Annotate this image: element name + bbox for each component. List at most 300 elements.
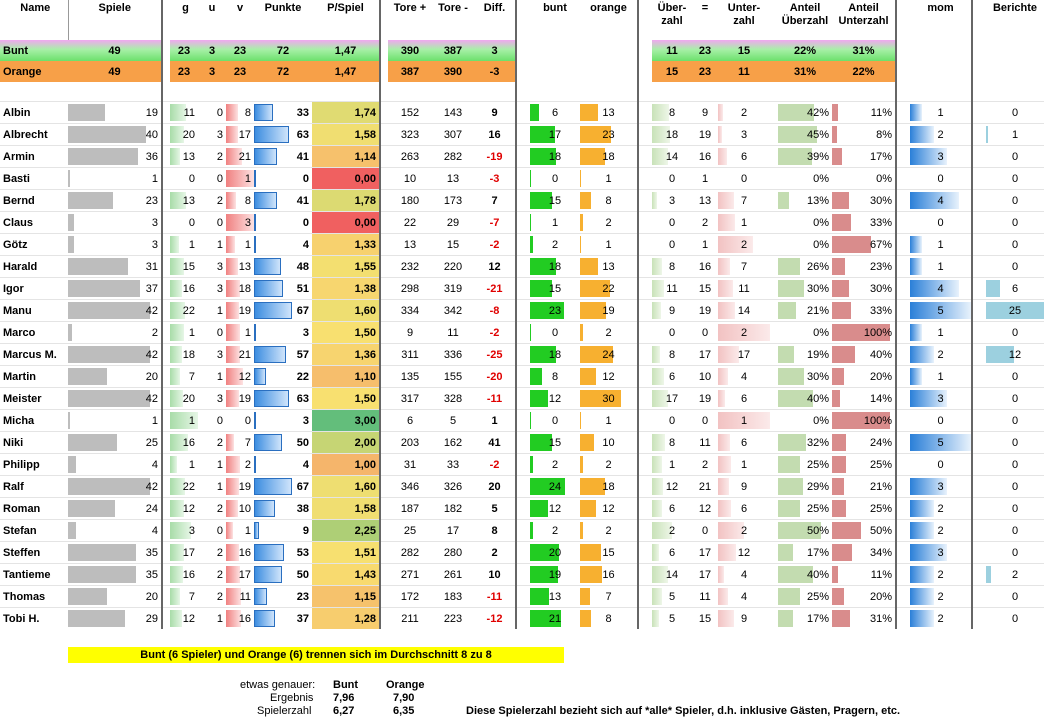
player-spiele: 35 xyxy=(68,564,162,586)
player-name: Albrecht xyxy=(3,128,48,141)
player-toreminus: 319 xyxy=(443,282,463,295)
player-v: 19 xyxy=(226,476,254,498)
player-unterzahl: 2 xyxy=(718,322,770,344)
player-mom: 4 xyxy=(910,190,972,212)
player-unterzahl-bar xyxy=(718,434,730,451)
player-berichte: 0 xyxy=(1011,524,1019,537)
player-anteil-ueberzahl-bar xyxy=(778,368,804,385)
player-ueberzahl: 14 xyxy=(652,564,692,586)
player-orange: 16 xyxy=(580,564,638,586)
player-anteil-unterzahl: 30% xyxy=(832,278,896,300)
player-row xyxy=(0,256,1044,278)
player-anteil-ueberzahl: 25% xyxy=(778,586,832,608)
summary-banner: Bunt (6 Spieler) und Orange (6) trennen sich im Durchschnitt 8 zu 8 xyxy=(68,647,564,663)
player-anteil-ueberzahl-bar xyxy=(778,456,800,473)
team-toreminus: 390 xyxy=(432,61,474,82)
player-anteil-ueberzahl-bar xyxy=(778,588,800,605)
player-g: 7 xyxy=(170,366,198,388)
team-eq: 23 xyxy=(692,61,718,82)
player-eq: 1 xyxy=(701,238,709,251)
player-anteil-ueberzahl-bar xyxy=(778,346,794,363)
player-toreminus: 29 xyxy=(446,216,460,229)
player-pspiel: 1,60 xyxy=(312,476,380,498)
player-ueberzahl-bar xyxy=(652,434,665,451)
player-unterzahl: 2 xyxy=(718,234,770,256)
player-v: 8 xyxy=(226,190,254,212)
player-ueberzahl-bar xyxy=(652,500,662,517)
player-unterzahl-bar xyxy=(718,544,736,561)
player-berichte: 0 xyxy=(1011,480,1019,493)
player-pspiel: 1,60 xyxy=(312,300,380,322)
player-punkte-bar xyxy=(254,478,292,495)
player-row xyxy=(0,432,1044,454)
player-pspiel: 1,00 xyxy=(312,454,380,476)
player-pspiel: 1,51 xyxy=(312,542,380,564)
player-g: 18 xyxy=(170,344,198,366)
player-g: 0 xyxy=(188,172,195,185)
player-berichte: 0 xyxy=(1011,436,1019,449)
player-punkte-bar xyxy=(254,126,289,143)
player-anteil-ueberzahl-bar xyxy=(778,434,806,451)
player-bunt: 18 xyxy=(530,256,580,278)
player-spiele-bar xyxy=(68,522,76,539)
player-spiele: 40 xyxy=(68,124,162,146)
player-bunt: 17 xyxy=(530,124,580,146)
player-orange: 2 xyxy=(580,520,638,542)
player-eq: 11 xyxy=(699,436,711,449)
team-pspiel: 1,47 xyxy=(312,61,380,82)
player-v: 17 xyxy=(226,564,254,586)
player-g-bar xyxy=(170,258,184,275)
player-orange: 8 xyxy=(580,190,638,212)
player-anteil-unterzahl-bar xyxy=(832,236,871,253)
footer-ergebnis-orange: 7,90 xyxy=(393,692,415,704)
player-v: 16 xyxy=(226,542,254,564)
player-v: 12 xyxy=(226,366,254,388)
player-punkte-bar xyxy=(254,280,283,297)
player-punkte: 4 xyxy=(254,454,312,476)
team-unterzahl: 11 xyxy=(718,61,770,82)
team-unterzahl: 15 xyxy=(718,40,770,61)
player-toreminus: 182 xyxy=(443,502,463,515)
player-diff: -20 xyxy=(486,370,503,383)
player-toreplus: 346 xyxy=(400,480,420,493)
player-toreplus: 211 xyxy=(401,612,419,625)
player-punkte: 63 xyxy=(254,388,312,410)
player-pspiel: 1,33 xyxy=(312,234,380,256)
player-bunt-bar xyxy=(530,236,533,253)
player-toreplus: 180 xyxy=(400,194,420,207)
player-ueberzahl: 0 xyxy=(668,216,676,229)
player-spiele-bar xyxy=(68,434,117,451)
team-name: Orange xyxy=(0,61,68,82)
player-v-bar xyxy=(226,302,239,319)
header-u: u xyxy=(208,2,216,14)
player-u: 0 xyxy=(216,524,223,537)
player-ueberzahl: 14 xyxy=(652,146,692,168)
player-g-bar xyxy=(170,456,177,473)
player-u: 2 xyxy=(216,502,223,515)
player-ueberzahl: 8 xyxy=(652,344,692,366)
player-anteil-unterzahl: 100% xyxy=(832,410,896,432)
player-toreminus: 162 xyxy=(443,436,463,449)
player-g: 0 xyxy=(188,216,195,229)
player-orange: 13 xyxy=(580,256,638,278)
player-toreplus: 6 xyxy=(406,414,414,427)
player-name: Götz xyxy=(3,238,28,251)
player-v-bar xyxy=(226,522,233,539)
player-spiele: 42 xyxy=(68,388,162,410)
team-g: 23 xyxy=(170,40,198,61)
player-diff: 12 xyxy=(488,260,501,273)
team-anteil-ueberzahl: 22% xyxy=(778,40,832,61)
player-punkte: 67 xyxy=(254,300,312,322)
team-anteil-unterzahl: 22% xyxy=(832,61,896,82)
player-toreplus: 13 xyxy=(403,238,417,251)
player-g: 7 xyxy=(170,586,198,608)
team-name: Bunt xyxy=(0,40,68,61)
player-anteil-unterzahl-bar xyxy=(832,126,837,143)
player-orange: 30 xyxy=(580,388,638,410)
player-pspiel: 1,28 xyxy=(312,608,380,630)
player-punkte-bar xyxy=(254,148,277,165)
player-anteil-ueberzahl: 42% xyxy=(778,102,832,124)
player-toreplus: 187 xyxy=(400,502,420,515)
player-unterzahl: 17 xyxy=(718,344,770,366)
player-name: Tobi H. xyxy=(3,612,40,625)
player-orange-bar xyxy=(580,170,581,187)
player-eq: 16 xyxy=(698,260,712,273)
player-ueberzahl: 18 xyxy=(652,124,692,146)
player-punkte-bar xyxy=(254,302,292,319)
player-spiele-bar xyxy=(68,170,70,187)
player-v-bar xyxy=(226,478,239,495)
player-eq: 16 xyxy=(698,150,712,163)
player-anteil-unterzahl-bar xyxy=(832,544,852,561)
player-spiele: 25 xyxy=(68,432,162,454)
player-toreminus: 326 xyxy=(443,480,463,493)
player-toreplus: 152 xyxy=(400,106,420,119)
player-g: 12 xyxy=(170,498,198,520)
player-ueberzahl: 0 xyxy=(668,414,676,427)
player-orange: 12 xyxy=(580,366,638,388)
player-name: Marcus M. xyxy=(3,348,57,361)
player-mom: 3 xyxy=(910,476,972,498)
player-eq: 17 xyxy=(698,348,712,361)
player-unterzahl-bar xyxy=(718,258,730,275)
player-bunt: 0 xyxy=(551,172,559,185)
player-diff: -19 xyxy=(486,150,503,163)
player-pspiel: 0,00 xyxy=(312,168,380,190)
player-orange: 1 xyxy=(580,410,638,432)
player-unterzahl: 2 xyxy=(718,520,770,542)
player-pspiel: 2,25 xyxy=(312,520,380,542)
player-unterzahl-bar xyxy=(718,368,728,385)
player-anteil-unterzahl: 34% xyxy=(832,542,896,564)
player-mom-bar xyxy=(910,236,922,253)
player-toreplus: 263 xyxy=(400,150,420,163)
player-anteil-unterzahl-bar xyxy=(832,368,844,385)
player-v: 17 xyxy=(226,124,254,146)
player-v: 13 xyxy=(226,256,254,278)
player-diff: 16 xyxy=(488,128,501,141)
player-punkte: 38 xyxy=(254,498,312,520)
player-toreplus: 298 xyxy=(400,282,420,295)
player-mom: 1 xyxy=(910,256,972,278)
player-unterzahl: 11 xyxy=(718,278,770,300)
player-pspiel: 1,10 xyxy=(312,366,380,388)
player-punkte: 33 xyxy=(254,102,312,124)
player-orange-bar xyxy=(580,368,596,385)
player-spiele-bar xyxy=(68,588,107,605)
player-spiele-bar xyxy=(68,412,70,429)
player-toreminus: 11 xyxy=(447,326,459,339)
player-orange-bar xyxy=(580,192,591,209)
player-u: 1 xyxy=(216,458,223,471)
player-toreminus: 17 xyxy=(446,524,460,537)
player-orange-bar xyxy=(580,500,596,517)
player-diff: 8 xyxy=(491,524,498,537)
player-ueberzahl: 8 xyxy=(652,256,692,278)
player-spiele: 35 xyxy=(68,542,162,564)
player-diff: 1 xyxy=(491,414,498,427)
player-bunt: 19 xyxy=(530,564,580,586)
player-u: 2 xyxy=(216,590,223,603)
player-diff: -25 xyxy=(486,348,503,361)
player-diff: 2 xyxy=(491,546,498,559)
player-unterzahl-bar xyxy=(718,478,729,495)
player-spiele: 31 xyxy=(68,256,162,278)
player-unterzahl-bar xyxy=(718,346,739,363)
player-ueberzahl: 11 xyxy=(652,278,692,300)
player-anteil-unterzahl: 24% xyxy=(832,432,896,454)
player-ueberzahl-bar xyxy=(652,478,663,495)
player-mom-bar xyxy=(910,566,934,583)
player-toreplus: 10 xyxy=(403,172,417,185)
player-unterzahl-bar xyxy=(718,148,727,165)
player-unterzahl-bar xyxy=(718,236,753,253)
player-anteil-unterzahl: 11% xyxy=(832,564,896,586)
player-anteil-unterzahl-bar xyxy=(832,148,842,165)
player-mom: 2 xyxy=(910,124,972,146)
header-pspiel: P/Spiel xyxy=(327,2,364,14)
player-name: Manu xyxy=(3,304,32,317)
player-v: 1 xyxy=(226,322,254,344)
player-punkte: 50 xyxy=(254,432,312,454)
player-berichte: 0 xyxy=(1011,414,1019,427)
player-punkte-bar xyxy=(254,170,256,187)
player-ueberzahl-bar xyxy=(652,456,662,473)
player-bunt-bar xyxy=(530,170,531,187)
player-g: 1 xyxy=(170,322,198,344)
player-unterzahl-bar xyxy=(718,302,735,319)
player-mom-bar xyxy=(910,368,922,385)
player-mom: 2 xyxy=(910,586,972,608)
player-punkte: 67 xyxy=(254,476,312,498)
player-bunt: 2 xyxy=(530,520,580,542)
header-bunt: bunt xyxy=(543,2,567,14)
footer-label-genauer: etwas genauer: xyxy=(240,679,316,691)
player-eq: 21 xyxy=(698,480,712,493)
player-g-bar xyxy=(170,368,180,385)
player-anteil-ueberzahl-bar xyxy=(778,544,793,561)
player-u: 1 xyxy=(216,480,223,493)
player-spiele: 42 xyxy=(68,476,162,498)
player-g-bar xyxy=(170,566,183,583)
player-unterzahl-bar xyxy=(718,500,731,517)
player-bunt: 24 xyxy=(530,476,580,498)
player-u: 2 xyxy=(216,194,223,207)
player-anteil-unterzahl: 31% xyxy=(832,608,896,630)
player-anteil-unterzahl: 33% xyxy=(832,212,896,234)
player-orange-bar xyxy=(580,214,583,231)
player-name: Claus xyxy=(3,216,33,229)
player-mom: 1 xyxy=(910,366,972,388)
player-pspiel: 1,15 xyxy=(312,586,380,608)
player-berichte: 12 xyxy=(986,344,1044,366)
player-spiele-bar xyxy=(68,280,140,297)
player-unterzahl-bar xyxy=(718,610,734,627)
player-u: 1 xyxy=(216,370,223,383)
player-spiele-bar xyxy=(68,566,136,583)
player-name: Tantieme xyxy=(3,568,51,581)
player-berichte: 1 xyxy=(986,124,1044,146)
player-eq: 19 xyxy=(698,128,712,141)
player-row xyxy=(0,586,1044,608)
player-anteil-unterzahl-bar xyxy=(832,192,849,209)
player-mom: 5 xyxy=(910,432,972,454)
player-bunt-bar xyxy=(530,456,533,473)
team-ueberzahl: 15 xyxy=(652,61,692,82)
player-bunt: 8 xyxy=(530,366,580,388)
player-v: 11 xyxy=(226,586,254,608)
player-ueberzahl-bar xyxy=(652,258,662,275)
player-u: 0 xyxy=(216,326,223,339)
player-anteil-unterzahl-bar xyxy=(832,610,850,627)
player-orange: 10 xyxy=(580,432,638,454)
player-g: 16 xyxy=(170,564,198,586)
player-unterzahl: 6 xyxy=(718,498,770,520)
team-v: 23 xyxy=(226,40,254,61)
team-row-orange xyxy=(0,61,1044,82)
player-punkte: 53 xyxy=(254,542,312,564)
player-mom: 3 xyxy=(910,542,972,564)
player-anteil-ueberzahl-bar xyxy=(778,478,803,495)
player-v: 19 xyxy=(226,300,254,322)
player-pspiel: 1,14 xyxy=(312,146,380,168)
player-toreminus: 5 xyxy=(449,414,457,427)
player-name: Albin xyxy=(3,106,31,119)
player-bunt: 0 xyxy=(551,414,559,427)
player-mom: 2 xyxy=(910,344,972,366)
player-berichte: 0 xyxy=(1011,612,1019,625)
player-spiele: 2 xyxy=(68,322,162,344)
player-bunt: 15 xyxy=(530,432,580,454)
player-anteil-ueberzahl: 40% xyxy=(778,564,832,586)
player-ueberzahl: 6 xyxy=(652,366,692,388)
player-punkte-bar xyxy=(254,566,282,583)
player-v-bar xyxy=(226,456,240,473)
player-unterzahl: 3 xyxy=(718,124,770,146)
player-diff: 5 xyxy=(491,502,498,515)
player-spiele: 3 xyxy=(68,234,162,256)
header-diff: Diff. xyxy=(483,2,506,14)
player-spiele-bar xyxy=(68,148,138,165)
player-eq: 0 xyxy=(701,326,709,339)
player-orange: 18 xyxy=(580,476,638,498)
player-mom-bar xyxy=(910,126,934,143)
player-toreminus: 13 xyxy=(446,172,460,185)
player-name: Micha xyxy=(3,414,35,427)
player-punkte: 63 xyxy=(254,124,312,146)
player-diff: -2 xyxy=(489,326,500,339)
player-u: 2 xyxy=(216,546,223,559)
player-ueberzahl: 12 xyxy=(652,476,692,498)
player-punkte: 23 xyxy=(254,586,312,608)
player-orange: 15 xyxy=(580,542,638,564)
player-mom: 2 xyxy=(910,564,972,586)
player-orange: 13 xyxy=(580,102,638,124)
player-unterzahl: 14 xyxy=(718,300,770,322)
player-row xyxy=(0,102,1044,124)
player-anteil-unterzahl-bar xyxy=(832,390,840,407)
player-unterzahl: 7 xyxy=(718,190,770,212)
player-berichte: 0 xyxy=(1011,260,1019,273)
player-toreminus: 183 xyxy=(443,590,463,603)
player-anteil-unterzahl: 17% xyxy=(832,146,896,168)
player-orange: 7 xyxy=(580,586,638,608)
player-name: Martin xyxy=(3,370,36,383)
player-ueberzahl-bar xyxy=(652,346,660,363)
player-orange-bar xyxy=(580,148,605,165)
player-v: 3 xyxy=(226,212,254,234)
player-v-bar xyxy=(226,390,239,407)
player-punkte-bar xyxy=(254,346,286,363)
player-orange-bar xyxy=(580,566,602,583)
team-eq: 23 xyxy=(692,40,718,61)
player-mom: 2 xyxy=(910,520,972,542)
player-g-bar xyxy=(170,610,182,627)
player-anteil-ueberzahl: 0% xyxy=(813,216,829,229)
player-punkte: 50 xyxy=(254,564,312,586)
player-anteil-unterzahl: 20% xyxy=(832,586,896,608)
player-anteil-unterzahl: 23% xyxy=(832,256,896,278)
player-anteil-unterzahl: 14% xyxy=(832,388,896,410)
player-punkte-bar xyxy=(254,456,256,473)
player-orange-bar xyxy=(580,610,591,627)
player-orange: 23 xyxy=(580,124,638,146)
player-spiele-bar xyxy=(68,610,125,627)
player-u: 3 xyxy=(216,128,223,141)
player-row xyxy=(0,608,1044,630)
header-anteil-unterzahl: Anteil Unterzahl xyxy=(838,2,889,27)
player-anteil-unterzahl: 25% xyxy=(832,498,896,520)
player-anteil-unterzahl: 0% xyxy=(876,172,892,185)
player-eq: 11 xyxy=(699,590,711,603)
player-toreplus: 9 xyxy=(406,326,414,339)
header-toreminus: Tore - xyxy=(438,2,468,14)
player-unterzahl: 9 xyxy=(718,608,770,630)
player-anteil-unterzahl: 67% xyxy=(832,234,896,256)
player-anteil-unterzahl-bar xyxy=(832,104,838,121)
player-mom-bar xyxy=(910,104,922,121)
player-eq: 13 xyxy=(698,194,712,207)
player-anteil-ueberzahl-bar xyxy=(778,258,800,275)
player-name: Niki xyxy=(3,436,24,449)
player-bunt-bar xyxy=(530,368,542,385)
player-diff: -21 xyxy=(486,282,503,295)
team-punkte: 72 xyxy=(254,40,312,61)
